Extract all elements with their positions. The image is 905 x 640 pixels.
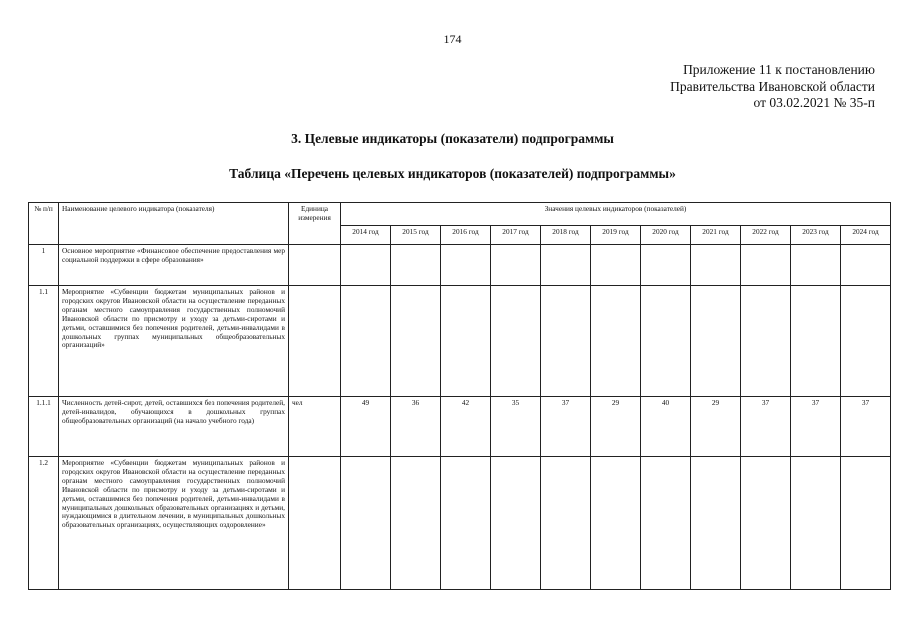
- table-title: Таблица «Перечень целевых индикаторов (показателей) подпрограммы»: [229, 166, 676, 181]
- row-value: [341, 245, 391, 286]
- row-value: [791, 286, 841, 397]
- row-value: 37: [841, 397, 891, 457]
- header-year: 2016 год: [441, 226, 491, 245]
- row-value: [841, 286, 891, 397]
- row-value: [841, 245, 891, 286]
- row-value: [691, 245, 741, 286]
- row-value: [541, 245, 591, 286]
- row-value: [441, 245, 491, 286]
- header-name: Наименование целевого индикатора (показателя): [59, 203, 289, 245]
- row-value: [741, 457, 791, 590]
- table-row: [29, 286, 891, 397]
- row-value: [641, 286, 691, 397]
- row-value: 36: [391, 397, 441, 457]
- indicators-table: [28, 202, 891, 590]
- row-num: 1.1: [29, 286, 59, 397]
- row-value: 29: [691, 397, 741, 457]
- header-year: 2023 год: [791, 226, 841, 245]
- table-row: [29, 397, 891, 457]
- row-value: [391, 457, 441, 590]
- header-year: 2022 год: [741, 226, 791, 245]
- row-value: 40: [641, 397, 691, 457]
- row-value: [491, 286, 541, 397]
- header-year: 2017 год: [491, 226, 541, 245]
- header-year: 2014 год: [341, 226, 391, 245]
- appendix-line-1: Приложение 11 к постановлению: [683, 62, 875, 77]
- row-name: Мероприятие «Субвенции бюджетам муниципальных районов и городских округов Ивановской области на осуществление переданных органам местного самоуправления государственных полномочий Ивановской области по присмотру и уходу за детьми-сиротами и детьми, оставшимися без попечения родителей, детьми-инвалидами в дошкольных группах муниципальных общеобразовательных организаций»: [59, 286, 289, 397]
- row-num: 1: [29, 245, 59, 286]
- row-value: 42: [441, 397, 491, 457]
- row-unit: чел: [289, 397, 341, 457]
- row-unit: [289, 286, 341, 397]
- row-value: [341, 286, 391, 397]
- row-value: [641, 245, 691, 286]
- header-year: 2015 год: [391, 226, 441, 245]
- appendix-note: [670, 62, 875, 112]
- row-value: 37: [741, 397, 791, 457]
- row-unit: [289, 457, 341, 590]
- row-value: 29: [591, 397, 641, 457]
- row-value: [341, 457, 391, 590]
- header-year: 2018 год: [541, 226, 591, 245]
- page-number: 174: [443, 32, 462, 46]
- row-unit: [289, 245, 341, 286]
- row-value: [741, 286, 791, 397]
- row-value: [791, 457, 841, 590]
- row-value: 49: [341, 397, 391, 457]
- header-year: 2021 год: [691, 226, 741, 245]
- header-num: № п/п: [29, 203, 59, 245]
- row-value: [491, 245, 541, 286]
- row-value: [391, 286, 441, 397]
- row-value: [741, 245, 791, 286]
- row-value: [491, 457, 541, 590]
- table-row: [29, 457, 891, 590]
- row-value: [591, 245, 641, 286]
- header-year: 2020 год: [641, 226, 691, 245]
- appendix-line-3: от 03.02.2021 № 35-п: [753, 95, 875, 110]
- header-year: 2024 год: [841, 226, 891, 245]
- row-name: Мероприятие «Субвенции бюджетам муниципальных районов и городских округов Ивановской области на осуществление переданных органам местного самоуправления государственных полномочий Ивановской области по присмотру и уходу за детьми-сиротами и детьми, оставшимися без попечения родителей, детьми-инвалидами в муниципальных дошкольных образовательных организациях и детьми, нуждающимися в длительном лечении, в муниципальных дошкольных образовательных организациях, осуществляющих оздоровление»: [59, 457, 289, 590]
- header-values: Значения целевых индикаторов (показателей): [341, 203, 891, 226]
- row-value: [841, 457, 891, 590]
- row-value: [791, 245, 841, 286]
- row-value: [441, 286, 491, 397]
- row-value: [591, 457, 641, 590]
- row-value: 37: [541, 397, 591, 457]
- row-value: [691, 286, 741, 397]
- row-num: 1.1.1: [29, 397, 59, 457]
- row-value: 37: [791, 397, 841, 457]
- row-value: 35: [491, 397, 541, 457]
- row-value: [641, 457, 691, 590]
- row-value: [541, 286, 591, 397]
- row-name: Основное мероприятие «Финансовое обеспечение предоставления мер социальной поддержки в сфере образования»: [59, 245, 289, 286]
- row-value: [441, 457, 491, 590]
- table-row: [29, 245, 891, 286]
- row-name: Численность детей-сирот, детей, оставшихся без попечения родителей, детей-инвалидов, обучающихся в дошкольных группах общеобразовательных организаций (на начало учебного года): [59, 397, 289, 457]
- row-value: [391, 245, 441, 286]
- header-unit: Единица измерения: [289, 203, 341, 245]
- row-value: [591, 286, 641, 397]
- appendix-line-2: Правительства Ивановской области: [670, 78, 875, 94]
- row-num: 1.2: [29, 457, 59, 590]
- header-year: 2019 год: [591, 226, 641, 245]
- section-title: 3. Целевые индикаторы (показатели) подпрограммы: [291, 131, 614, 146]
- row-value: [541, 457, 591, 590]
- row-value: [691, 457, 741, 590]
